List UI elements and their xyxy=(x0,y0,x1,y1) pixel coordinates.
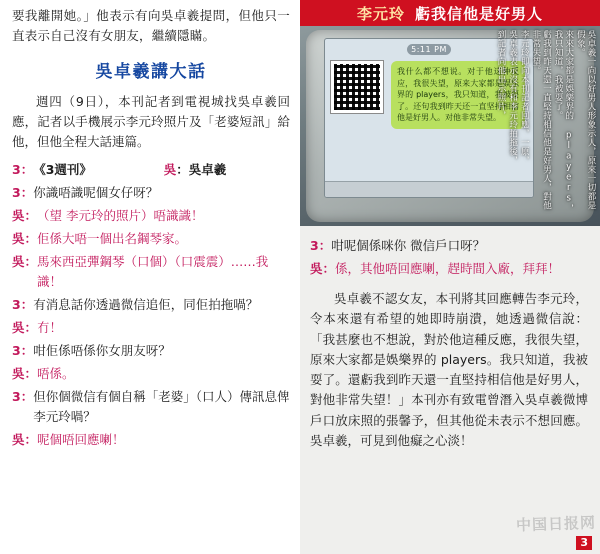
qa-text-2: ：吳卓羲 xyxy=(176,162,227,178)
caption-column: 李元玲即向本刊記者回應，一原， xyxy=(519,30,530,165)
list-item xyxy=(12,318,290,338)
right-column xyxy=(300,0,600,554)
lead-paragraph: 要我離開她。」他表示有向吳卓羲提問，但他只一直表示自己沒有女朋友，繼續隱瞞。 xyxy=(12,8,290,44)
qa-speaker-tag: 吳： xyxy=(12,208,38,224)
closing-paragraph: 吳卓羲不認女友，本刊將其回應轉告李元玲，令本來還有希望的她即時崩潰，她透過微信說：「我甚麼也不想說，對於他這種反應，我很失望，原來大家都是娛樂界的 players。我只知道，我被耍了。還虧我到昨天還一直堅持相信他是好男人，對他非常失望！」本刊亦有致電曾潛入吳卓羲微博戶口放床照的張馨予，但其他從未表示不想回應。吳卓羲，可見到他癡之心淡！ xyxy=(310,291,588,448)
caption-column: 吳卓羲一向以好男人形象示人，原來一切都是假象。 xyxy=(575,30,596,210)
list-item xyxy=(12,295,290,315)
qa-text: 係，其他唔回應喇，趕時間入廠，拜拜！ xyxy=(335,261,561,276)
qa-text: 你識唔識呢個女仔呀？ xyxy=(33,185,159,201)
interview-qa-list xyxy=(12,160,290,450)
qa-speaker-tag: 3： xyxy=(12,297,34,313)
qa-text: 唔係。 xyxy=(37,366,75,382)
qa-speaker-tag: 3： xyxy=(12,185,34,201)
list-item xyxy=(12,160,290,180)
list-item xyxy=(12,252,290,292)
list-item xyxy=(12,387,290,427)
list-item xyxy=(12,183,290,203)
qa-text: 呢個唔回應喇！ xyxy=(37,432,125,448)
qa-text: 冇！ xyxy=(37,320,63,336)
photo-illustration xyxy=(300,26,600,226)
qa-speaker-tag: 吳： xyxy=(12,231,38,247)
qr-code-icon xyxy=(331,61,383,113)
qa-speaker-tag: 吳： xyxy=(12,366,38,382)
list-item xyxy=(12,229,290,249)
qa-speaker-tag: 3： xyxy=(12,389,34,405)
list-item xyxy=(310,259,588,279)
qa-text: 《3週刊》 xyxy=(33,162,92,178)
qa-speaker-tag: 吳： xyxy=(12,254,38,270)
qa-speaker-tag: 3： xyxy=(310,238,332,253)
qa-text: 咁佢係唔係你女朋友呀？ xyxy=(33,343,171,359)
caption-column: 虧我到昨天還一直堅持相信他是好男人，對他非常失望。 xyxy=(530,30,552,210)
qa-speaker-tag: 吳： xyxy=(12,432,38,448)
qa-text: （望 李元玲的照片）唔識識！ xyxy=(37,208,204,224)
qa-speaker-tag: 吳： xyxy=(310,261,336,276)
qa-speaker-tag: 3： xyxy=(12,343,34,359)
list-item xyxy=(310,236,588,256)
chat-bubble: 我什么都不想说。对于他这种反应，我很失望，原来大家都是娱乐界的 players，我只知道，我被耍了。还句我到昨天还一直坚持相信他是好男人。对他非常失望。 xyxy=(391,61,525,129)
photo-background xyxy=(300,26,600,226)
message-timestamp: 5:11 PM xyxy=(407,44,451,55)
banner-title: 虧我信他是好男人 xyxy=(415,4,544,23)
page-number-value: 3 xyxy=(576,536,592,550)
qa-speaker-tag-2: 吳 xyxy=(163,162,177,178)
list-item xyxy=(12,206,290,226)
banner-name: 李元玲 xyxy=(356,4,405,23)
list-item xyxy=(12,364,290,384)
list-item xyxy=(12,341,290,361)
qa-text: 但你個微信有個自稱「老婆」（口人）傳訊息俾李元玲喎？ xyxy=(33,389,290,425)
qa-text: 咁呢個係咪你 微信戶口呀？ xyxy=(331,238,486,253)
body-paragraph: 週四（9日），本刊記者到電視城找吳卓羲回應，記者以手機展示李元玲照片及「老婆短訊」給他，但他全程大話連篇。 xyxy=(12,93,290,149)
qa-text: 有消息話你透過微信追佢，同佢拍拖喎？ xyxy=(33,297,259,313)
caption-column: 到記者向他出示照片， xyxy=(496,30,506,120)
caption-column: 來來大家都是娛樂界的 players，我只知道，我被耍了。 xyxy=(553,30,574,213)
interview-qa-list-continued xyxy=(310,236,588,279)
watermark: 中国日报网 xyxy=(515,513,597,535)
list-item xyxy=(12,430,290,450)
page-number xyxy=(576,536,592,550)
page-title: 吳卓羲講大話 xyxy=(95,61,207,82)
photo-caption xyxy=(496,30,596,220)
right-body xyxy=(300,232,600,554)
qa-speaker-tag: 吳： xyxy=(12,320,38,336)
qa-text: 佢係大唔一個出名鋼琴家。 xyxy=(37,231,188,247)
status-badge xyxy=(300,0,600,26)
qa-text: 馬來西亞彈鋼琴（口個）（口震震）……我識！ xyxy=(37,254,269,290)
qa-speaker-tag: 3： xyxy=(12,162,34,178)
caption-column: 吳卓羲表示沒有和李元玲拍拖後， xyxy=(507,30,518,165)
